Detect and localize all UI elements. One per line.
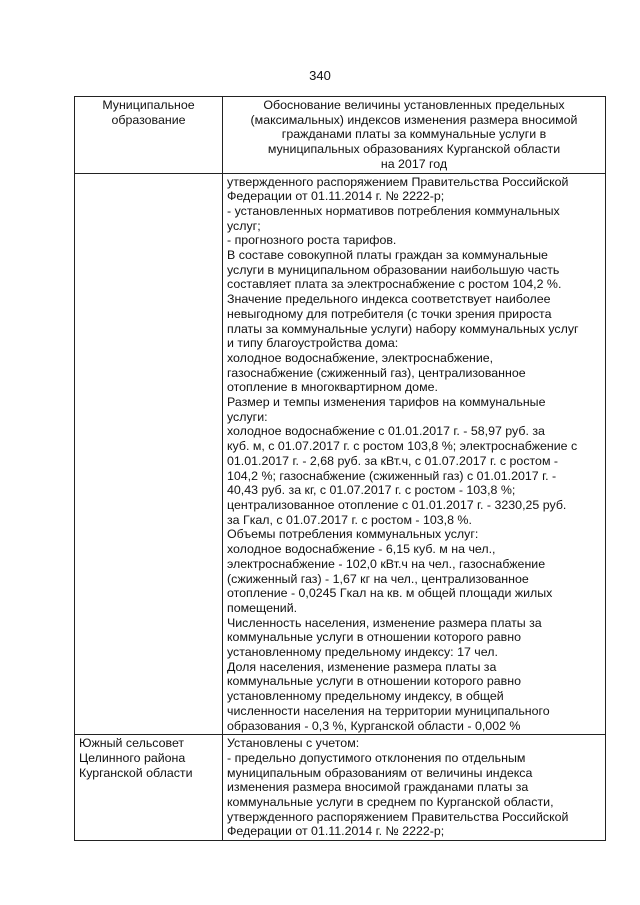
text-line: Объемы потребления коммунальных услуг:: [227, 527, 479, 542]
text-line: В составе совокупной платы граждан за коммунальные: [227, 248, 548, 263]
text-line: Федерации от 01.11.2014 г. № 2222-р;: [227, 189, 445, 204]
text-line: (сжиженный газ) - 1,67 кг на чел., централизованное: [227, 571, 529, 586]
text-line: Численность населения, изменение размера платы за: [227, 615, 542, 630]
text-line: Федерации от 01.11.2014 г. № 2222-р;: [227, 824, 445, 839]
text-line: помещений.: [227, 600, 298, 615]
text-line: услуги в муниципальном образовании наибольшую часть: [227, 262, 560, 277]
text-line: куб. м, с 01.07.2017 г. с ростом 103,8 %; электроснабжение с: [227, 439, 578, 454]
text-line: Установлены с учетом:: [227, 736, 360, 751]
text-line: электроснабжение - 102,0 кВт.ч на чел., газоснабжение: [227, 556, 546, 571]
text-line: 01.01.2017 г. - 2,68 руб. за кВт.ч, с 01.07.2017 г. с ростом -: [227, 453, 559, 468]
text-line: централизованное отопление с 01.01.2017 г. - 3230,25 руб.: [227, 497, 567, 512]
text-line: утвержденного распоряжением Правительства Российской: [227, 174, 569, 189]
text-line: образования - 0,3 %, Курганской области - 0,002 %: [227, 718, 521, 733]
header-right-line: гражданами платы за коммунальные услуги в: [281, 127, 547, 142]
text-line: численности населения на территории муниципального: [227, 703, 550, 718]
header-left-line: образование: [111, 112, 186, 127]
row-municipality-cell: [75, 173, 223, 735]
text-line: установленному предельному индексу: 17 чел.: [227, 645, 498, 660]
row-justification-cell: [223, 735, 606, 841]
text-line: отопление в многоквартирном доме.: [227, 380, 438, 395]
text-line: платы за коммунальные услуги) набору коммунальных услуг: [227, 321, 579, 336]
text-line: коммунальные услуги в отношении которого равно: [227, 630, 521, 645]
text-line: 104,2 %; газоснабжение (сжиженный газ) с 01.01.2017 г. -: [227, 468, 557, 483]
table-header-row: [75, 97, 606, 174]
header-left-line: Муниципальное: [102, 98, 195, 112]
text-line: утвержденного распоряжением Правительства Российской: [227, 809, 569, 824]
text-line: - предельно допустимого отклонения по отдельным: [227, 750, 526, 765]
text-line: холодное водоснабжение, электроснабжение,: [227, 350, 494, 365]
municipality-name-line: Целинного района: [79, 750, 186, 765]
text-line: газоснабжение (сжиженный газ), централизованное: [227, 365, 526, 380]
text-line: невыгодному для потребителя (с точки зрения прироста: [227, 306, 552, 321]
text-line: Размер и темпы изменения тарифов на коммунальные: [227, 395, 546, 410]
text-line: - прогнозного роста тарифов.: [227, 233, 397, 248]
text-line: коммунальные услуги в отношении которого равно: [227, 674, 521, 689]
table-row: [75, 173, 606, 735]
header-justification: [223, 97, 606, 174]
municipality-name-line: Курганской области: [79, 765, 193, 780]
header-right-line: на 2017 год: [380, 156, 448, 171]
text-line: составляет плата за электроснабжение с ростом 104,2 %.: [227, 277, 562, 292]
text-line: Доля населения, изменение размера платы за: [227, 659, 497, 674]
page-number: 340: [309, 68, 331, 83]
text-line: холодное водоснабжение - 6,15 куб. м на чел.,: [227, 542, 496, 557]
text-line: коммунальные услуги в среднем по Курганской области,: [227, 795, 554, 810]
text-line: Значение предельного индекса соответствует наиболее: [227, 292, 551, 307]
text-line: холодное водоснабжение с 01.01.2017 г. - 58,97 руб. за: [227, 424, 545, 439]
header-municipality: [75, 97, 223, 174]
text-line: услуг;: [227, 218, 261, 233]
text-line: - установленных нормативов потребления коммунальных: [227, 203, 560, 218]
municipality-name-line: Южный сельсовет: [79, 736, 185, 751]
text-line: отопление - 0,0245 Гкал на кв. м общей площади жилых: [227, 586, 553, 601]
text-line: за Гкал, с 01.07.2017 г. с ростом - 103,8 %.: [227, 512, 472, 527]
header-right-line: Обоснование величины установленных предельных: [263, 98, 565, 112]
text-line: и типу благоустройства дома:: [227, 336, 399, 351]
indices-table: [74, 96, 606, 841]
header-right-line: муниципальных образованиях Курганской области: [267, 142, 561, 157]
header-right-line: (максимальных) индексов изменения размера вносимой: [250, 112, 578, 127]
text-line: услуги:: [227, 409, 268, 424]
row-municipality-cell: [75, 735, 223, 841]
text-line: установленному предельному индексу, в общей: [227, 689, 504, 704]
text-line: 40,43 руб. за кг, с 01.07.2017 г. с ростом - 103,8 %;: [227, 483, 516, 498]
row-justification-cell: [223, 173, 606, 735]
table-row: [75, 735, 606, 841]
text-line: изменения размера вносимой гражданами платы за: [227, 780, 529, 795]
text-line: муниципальным образованиям от величины индекса: [227, 765, 533, 780]
